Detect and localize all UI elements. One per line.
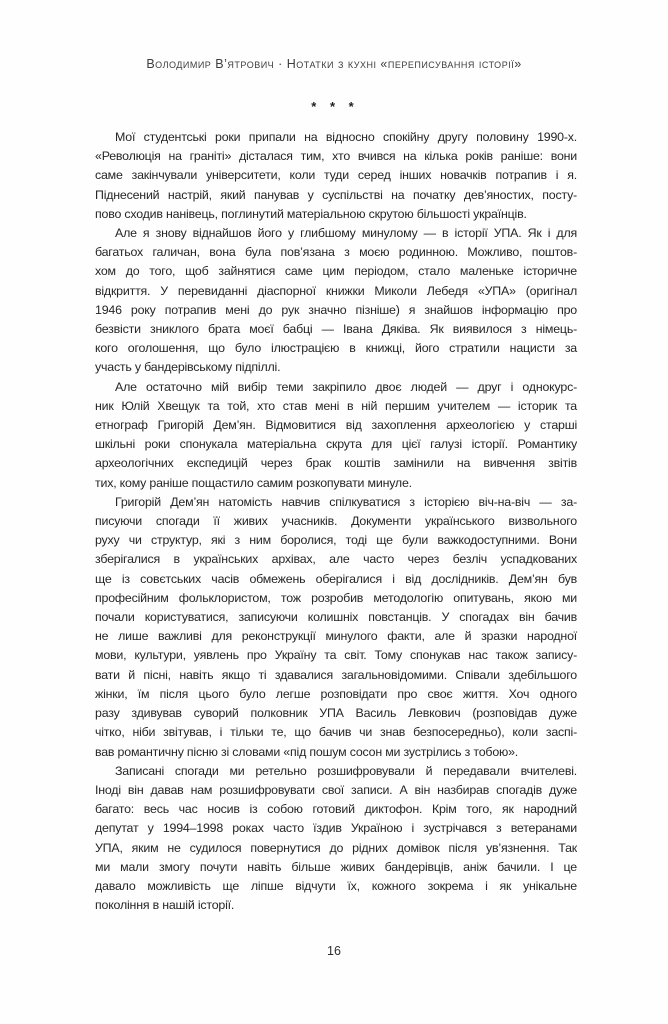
text-line: професійним фольклористом, тож розробив методологію опитувань, якою ми <box>95 590 577 605</box>
text-line: тих, кому раніше пощастило самим розкопувати минуле. <box>95 475 412 490</box>
paragraph <box>95 224 577 378</box>
text-line: багато: весь час носив із собою готовий диктофон. Крім того, як народний <box>95 802 577 817</box>
text-line: етнограф Григорій Дем’ян. Відмовитися від захоплення археологією у старші <box>95 418 577 433</box>
text-line: пово сходив нанівець, поглинутий матеріальною скрутою більшості українців. <box>95 206 527 221</box>
section-separator: * * * <box>311 99 357 114</box>
text-line: вав романтичну пісню зі словами «під пошум сосон ми зустрілись з тобою». <box>95 744 519 759</box>
text-line: жінки, їм після цього було легше розповідати про своє життя. Хоч одного <box>95 686 577 701</box>
text-line: Григорій Дем’ян натомість навчив спілкуватися з історією віч-на-віч — за- <box>115 494 577 509</box>
running-header: Володимир В’ятрович · Нотатки з кухні «переписування історії» <box>146 57 522 71</box>
text-line: Мої студентські роки припали на відносно спокійну другу половину 1990-х. <box>115 130 577 144</box>
text-line: вати й пісні, навіть якщо ті здавалися загальновідомими. Співали здебільшого <box>95 667 577 682</box>
text-line: шкільні роки спонукала матеріальна скрута для цієї галузі історії. Романтику <box>95 437 577 452</box>
text-line: депутат у 1994–1998 роках часто їздив Україною і зустрічався з ветеранами <box>95 821 577 836</box>
text-line: ми мали змогу почути навіть більше живих бандерівців, аніж бачили. І це <box>95 859 577 874</box>
paragraph <box>95 493 577 762</box>
text-line: саме закінчували університети, коли туди серед інших новачків потрапив і я. <box>95 168 577 183</box>
text-line: мови, культури, уявлень про Україну та світ. Тому спонукав нас також запису- <box>95 648 577 663</box>
text-line: Але я знову віднайшов його у глибшому минулому — в історії УПА. Як і для <box>115 226 577 241</box>
text-line: руху чи структур, які з ним боролися, тоді ще були важкодоступними. Вони <box>95 533 577 548</box>
text-line: Іноді він давав нам розшифровувати свої записи. А він назбирав спогадів дуже <box>95 782 577 797</box>
paragraph <box>95 128 577 224</box>
text-line: багатьох галичан, вона була пов’язана з моєю родинною. Можливо, поштов- <box>95 245 577 260</box>
text-line: археологічних експедицій через брак коштів замінили на вивчення звітів <box>95 456 577 471</box>
text-line: Піднесений настрій, який панував у суспільстві на початку дев’яностих, посту- <box>95 187 577 202</box>
text-line: ник Юлій Хвещук та той, хто став мені в ній першим учителем — історик та <box>95 398 577 413</box>
text-line: відкриття. У перевиданні діаспорної книжки Миколи Лебедя «УПА» (оригінал <box>95 283 577 298</box>
text-line: давало можливість ще ліпше відчути їх, кожного зокрема і як унікальне <box>95 878 577 893</box>
text-line: участь у бандерівському підпіллі. <box>95 360 281 375</box>
text-line: безвісти зниклого брата моєї бабці — Івана Дяківа. Як виявилося з німець- <box>95 322 577 337</box>
text-line: Але остаточно мій вибір теми закріпило двоє людей — друг і однокурс- <box>115 379 577 394</box>
text-line: не лише важливі для реконструкції минулого факти, але й зразки народної <box>95 629 577 644</box>
text-line: разу здивував суворий полковник УПА Василь Левкович (розповідав дуже <box>95 706 577 721</box>
text-line: писуючи спогади її живих учасників. Документи українського визвольного <box>95 514 577 529</box>
text-line: Записані спогади ми ретельно розшифровували й передавали вчителеві. <box>115 763 577 778</box>
text-line: хом до того, щоб зайнятися саме цим періодом, стало маленьке історичне <box>95 264 577 279</box>
text-line: кого оголошення, що було ілюстрацією в книжці, його стратили нацисти за <box>95 341 577 356</box>
text-line: почали користуватися, записуючи колишніх повстанців. У спогадах він бачив <box>95 610 577 625</box>
text-line: 1946 року потрапив мені до рук значно пізніше) я знайшов інформацію про <box>95 302 577 317</box>
paragraph <box>95 378 577 493</box>
text-line: чітко, ніби звітував, і тільки те, що бачив чи знав безпосередньо), коли заспі- <box>95 725 577 740</box>
paragraph <box>95 762 577 916</box>
text-line: УПА, яким не судилося повернутися до рідних домівок після ув’язнення. Так <box>95 840 577 855</box>
text-block <box>95 128 577 915</box>
text-line: зберігалися в українських архівах, але часто через безліч успадкованих <box>95 552 577 567</box>
text-line: покоління в нашій історії. <box>95 898 235 913</box>
text-line: ще із совєтських часів обмежень оберігалися і від дослідників. Дем’ян був <box>95 571 577 586</box>
page-number: 16 <box>327 944 341 958</box>
text-line: «Революція на граніті» дісталася тим, хто вчився на кілька років раніше: вони <box>95 149 577 164</box>
